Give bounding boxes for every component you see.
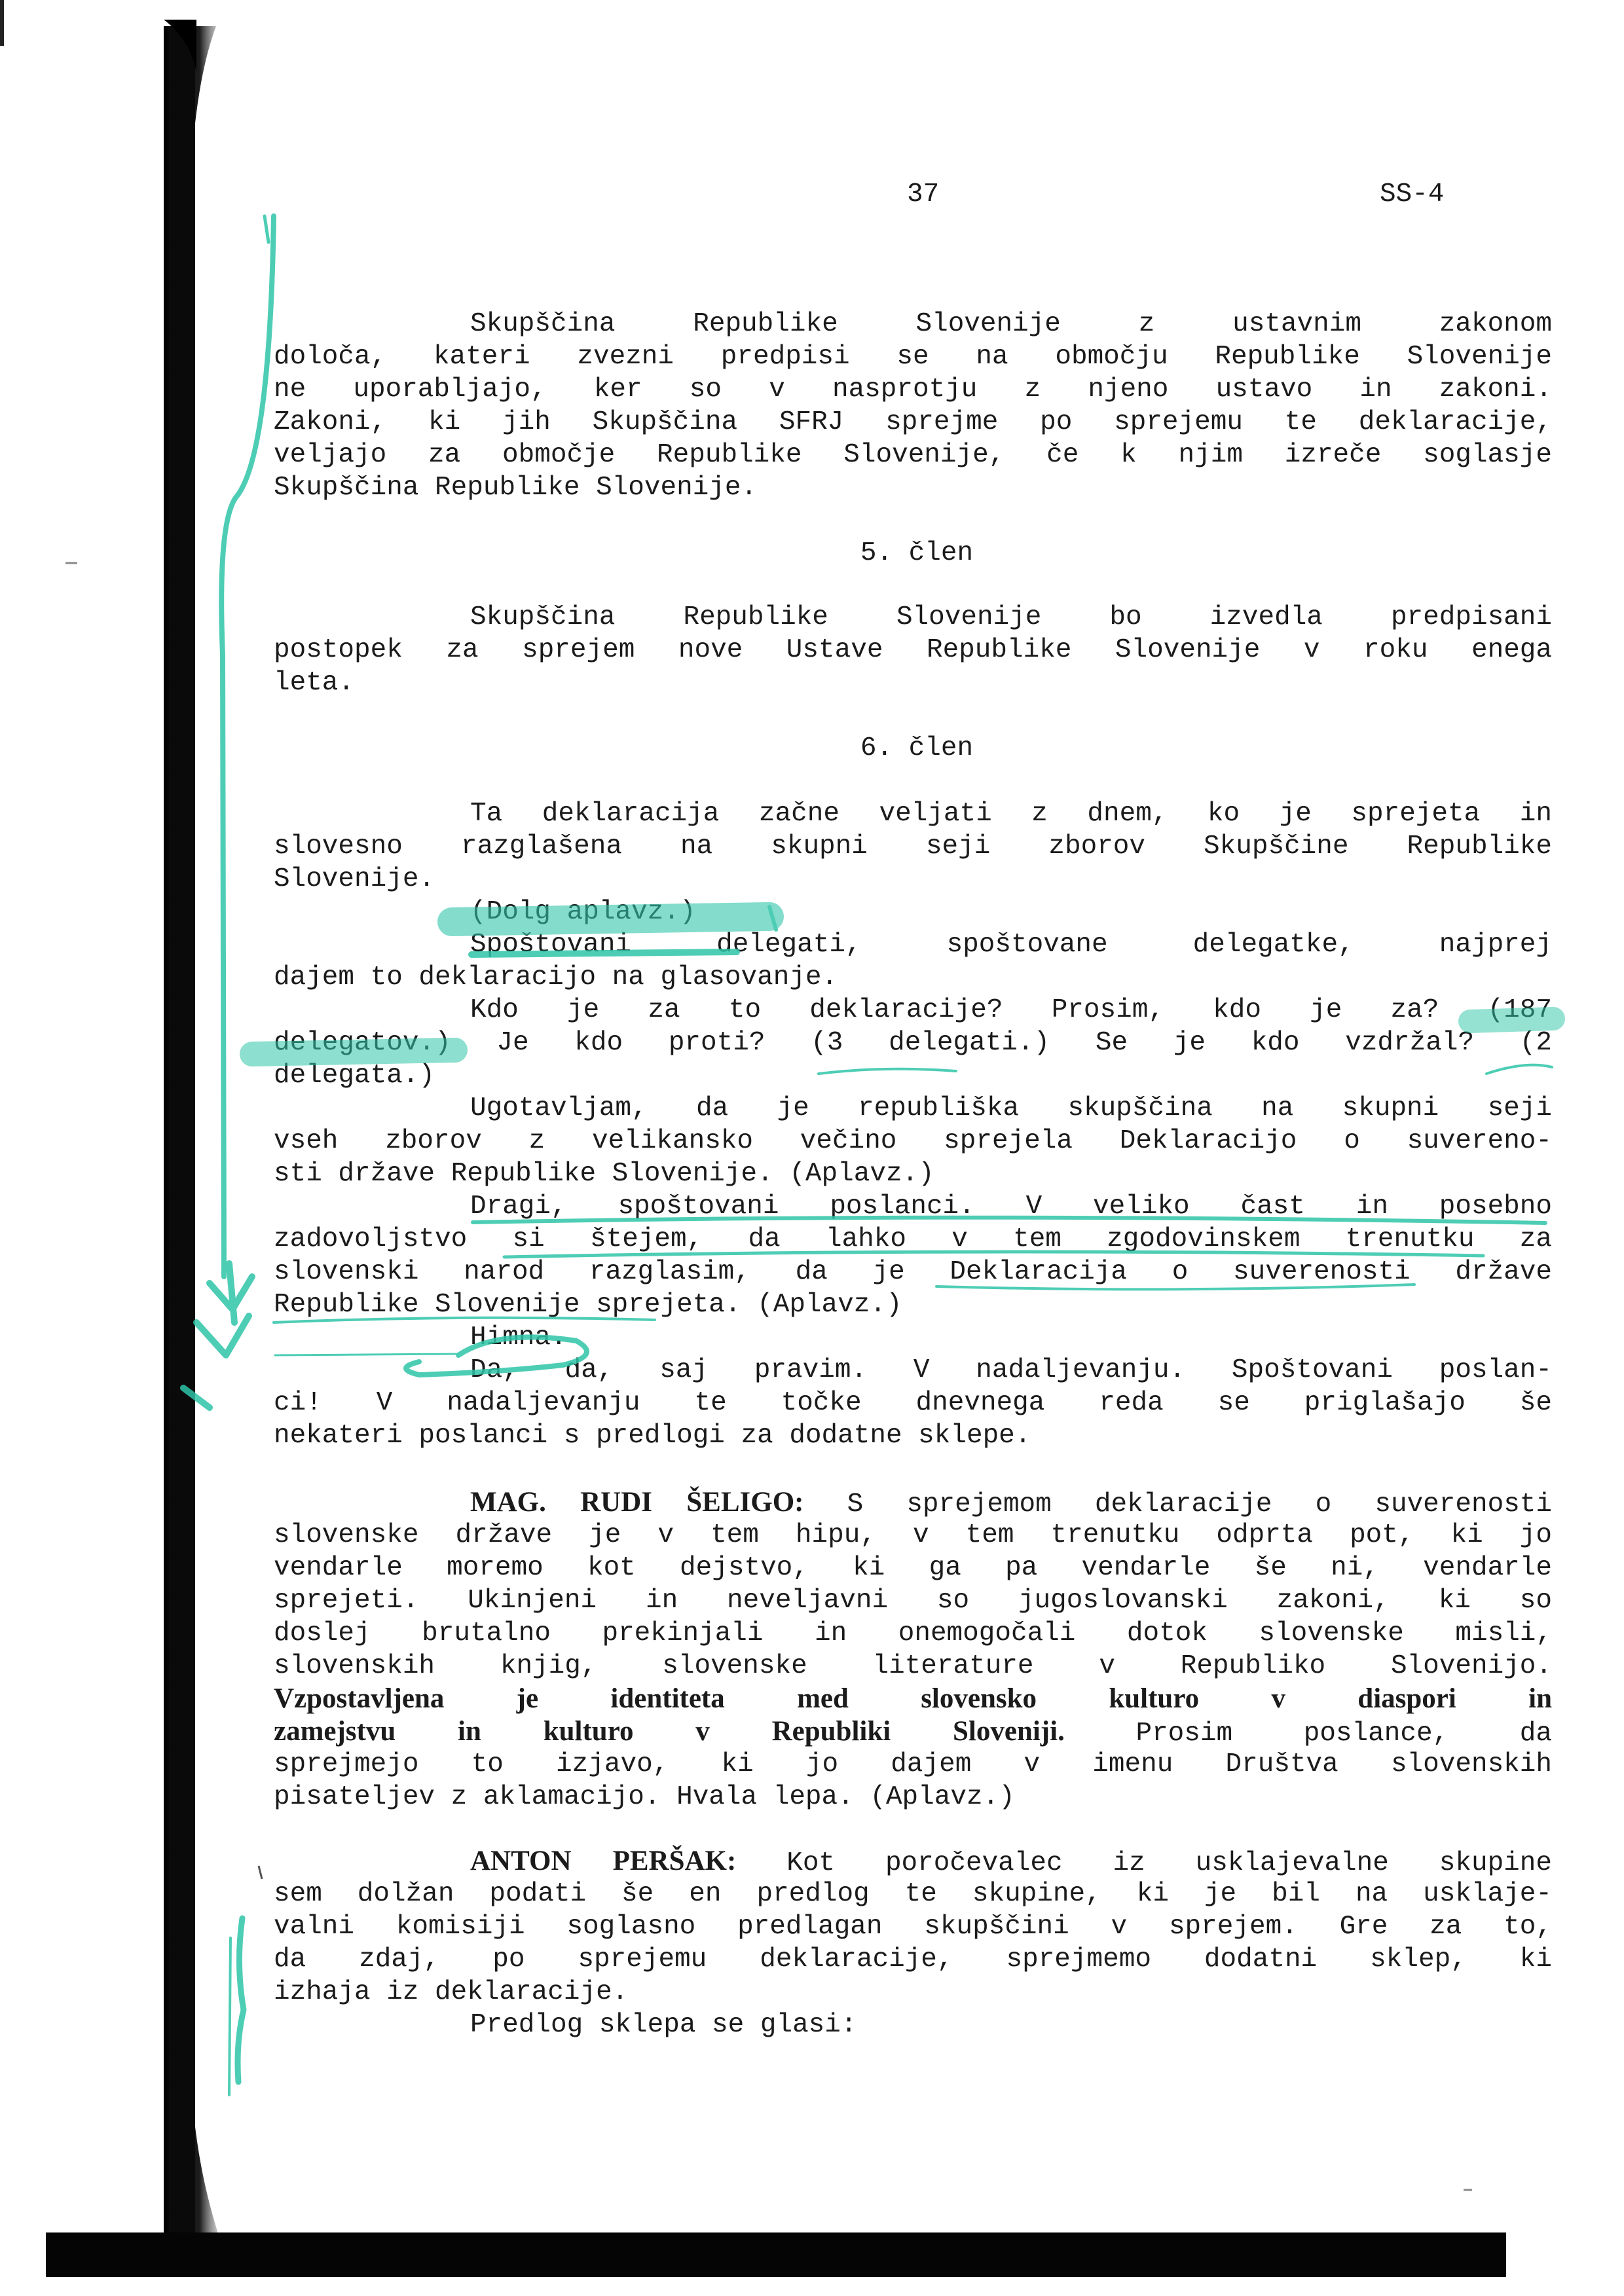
text-line <box>274 1617 1552 1650</box>
text-line <box>274 1781 1552 1813</box>
line-text: 6. člen <box>860 733 974 763</box>
line-text: Dragi, spoštovani poslanci. V veliko čast in posebno <box>470 1192 1552 1222</box>
line-text: da zdaj, po sprejemu deklaracije, sprejmemo dodatni sklep, ki <box>274 1944 1552 1975</box>
line-text: valni komisiji soglasno predlagan skupščini v sprejem. Gre za to, <box>274 1912 1552 1942</box>
line-text: zadovoljstvo si štejem, da lahko v tem zgodovinskem trenutku za <box>274 1224 1552 1254</box>
line-text: sprejmejo to izjavo, ki jo dajem v imenu Društva slovenskih <box>274 1749 1552 1779</box>
text-line <box>274 1943 1552 1976</box>
text-line <box>274 1519 1552 1552</box>
text-line <box>470 1486 1552 1519</box>
text-line <box>470 601 1552 634</box>
text-line <box>274 1223 1552 1256</box>
line-text: 5. člen <box>860 538 974 568</box>
speaker-name: MAG. RUDI ŠELIGO: <box>470 1487 804 1518</box>
margin-mark-bottom <box>238 1918 244 2082</box>
text-line <box>274 961 1552 994</box>
margin-arrow-mark <box>183 1264 252 1408</box>
text-line <box>274 373 1552 406</box>
text-line <box>274 1256 1552 1288</box>
speaker-name: zamejstvu in kulturo v Republiki Sloveniji. <box>274 1716 1065 1747</box>
text-line <box>274 1027 1552 1059</box>
text-line <box>470 928 1552 961</box>
line-text: Zakoni, ki jih Skupščina SFRJ sprejme po sprejemu te deklaracije, <box>274 407 1552 437</box>
line-text: leta. <box>274 668 355 698</box>
text-line <box>470 1354 1552 1387</box>
text-line <box>274 1419 1552 1452</box>
line-text: doslej brutalno prekinjali in onemogočali dotok slovenske misli, <box>274 1618 1552 1649</box>
line-text: ci! V nadaljevanju te točke dnevnega reda se priglašajo še <box>274 1388 1552 1418</box>
text-line <box>274 1748 1552 1781</box>
line-text: delegata.) <box>274 1061 435 1091</box>
text-line <box>274 471 1552 504</box>
line-text: Predlog sklepa se glasi: <box>470 2010 857 2040</box>
text-line <box>274 666 1552 699</box>
line-text: Skupščina Republike Slovenije. <box>274 473 758 503</box>
text-line <box>0 537 1624 570</box>
text-line <box>470 1092 1552 1125</box>
line-text: Skupščina Republike Slovenije z ustavnim zakonom <box>470 309 1552 339</box>
text-line <box>470 994 1552 1027</box>
line-text: sti države Republike Slovenije. (Aplavz.) <box>274 1159 934 1189</box>
speaker-name: ANTON PERŠAK: <box>470 1846 737 1876</box>
line-text: slovenski narod razglasim, da je Deklaracija o suverenosti države <box>274 1257 1552 1287</box>
text-line <box>274 634 1552 666</box>
line-text: Ta deklaracija začne veljati z dnem, ko je sprejeta in <box>470 799 1552 829</box>
line-text: vseh zborov z velikansko večino sprejela Deklaracijo o suvereno- <box>274 1126 1552 1156</box>
text-line <box>274 1059 1552 1092</box>
speaker-name: Vzpostavljena je identiteta med slovensko kulturo v diaspori in <box>274 1683 1552 1714</box>
text-line <box>274 1910 1552 1943</box>
line-text: sem dolžan podati še en predlog te skupine, ki je bil na usklaje- <box>274 1879 1552 1909</box>
text-line <box>274 830 1552 863</box>
text-line <box>0 732 1624 765</box>
line-text: (Dolg aplavz.) <box>470 897 696 927</box>
text-line <box>470 896 1552 928</box>
text-line <box>274 406 1552 439</box>
page-number: 37 <box>907 179 940 210</box>
line-text: Spoštovani delegati, spoštovane delegatke, najprej <box>470 930 1552 960</box>
text-line <box>274 1584 1552 1617</box>
text-line <box>274 340 1552 373</box>
line-text: veljajo za območje Republike Slovenije, če k njim izreče soglasje <box>274 440 1552 470</box>
text-line <box>274 1976 1552 2009</box>
line-text: Slovenije. <box>274 864 435 894</box>
text-line <box>274 439 1552 471</box>
text-line <box>470 1845 1552 1878</box>
line-text: dajem to deklaracijo na glasovanje. <box>274 962 838 993</box>
line-text: slovenskih knjig, slovenske literature v Republiko Slovenijo. <box>274 1651 1552 1681</box>
text-line <box>470 1321 1552 1354</box>
line-text: Skupščina Republike Slovenije bo izvedla predpisani <box>470 602 1552 632</box>
line-text: izhaja iz deklaracije. <box>274 1977 629 2007</box>
text-line <box>470 2009 1552 2041</box>
line-text: vendarle moremo kot dejstvo, ki ga pa vendarle še ni, vendarle <box>274 1553 1552 1583</box>
text-line <box>274 863 1552 896</box>
text-line <box>274 1650 1552 1683</box>
line-text: sprejeti. Ukinjeni in neveljavni so jugoslovanski zakoni, ki so <box>274 1586 1552 1616</box>
text-line <box>274 1878 1552 1910</box>
line-text: ne uporabljajo, ker so v nasprotju z njeno ustavo in zakoni. <box>274 374 1552 405</box>
text-line <box>274 1683 1552 1715</box>
text-line <box>274 1387 1552 1419</box>
line-text: postopek za sprejem nove Ustave Republike Slovenije v roku enega <box>274 635 1552 665</box>
line-text: slovesno razglašena na skupni seji zborov Skupščine Republike <box>274 831 1552 862</box>
page-code: SS-4 <box>1380 179 1445 210</box>
line-text: Ugotavljam, da je republiška skupščina na skupni seji <box>470 1093 1552 1123</box>
line-text: S sprejemom deklaracije o suverenosti <box>803 1489 1553 1520</box>
text-line <box>470 308 1552 340</box>
text-line <box>470 1190 1552 1223</box>
line-text: Himna. <box>470 1322 567 1353</box>
line-text: pisateljev z aklamacijo. Hvala lepa. (Aplavz.) <box>274 1782 1015 1812</box>
line-text: Prosim poslance, da <box>1064 1719 1552 1749</box>
text-line <box>274 1157 1552 1190</box>
line-text: Kdo je za to deklaracije? Prosim, kdo je za? (187 <box>470 995 1552 1025</box>
line-text: Republike Slovenije sprejeta. (Aplavz.) <box>274 1290 902 1320</box>
line-text: slovenske države je v tem hipu, v tem trenutku odprta pot, ki jo <box>274 1520 1552 1550</box>
line-text: nekateri poslanci s predlogi za dodatne sklepe. <box>274 1421 1031 1451</box>
line-text: delegatov.) Je kdo proti? (3 delegati.) Se je kdo vzdržal? (2 <box>274 1028 1552 1058</box>
line-text: določa, kateri zvezni predpisi se na območju Republike Slovenije <box>274 342 1552 372</box>
text-line <box>274 1715 1552 1748</box>
text-line <box>274 1552 1552 1584</box>
line-text: Da, da, saj pravim. V nadaljevanju. Spoštovani poslan- <box>470 1355 1552 1385</box>
text-line <box>274 1125 1552 1157</box>
line-text: Kot poročevalec iz usklajevalne skupine <box>736 1848 1552 1878</box>
text-line <box>470 797 1552 830</box>
text-line <box>274 1288 1552 1321</box>
